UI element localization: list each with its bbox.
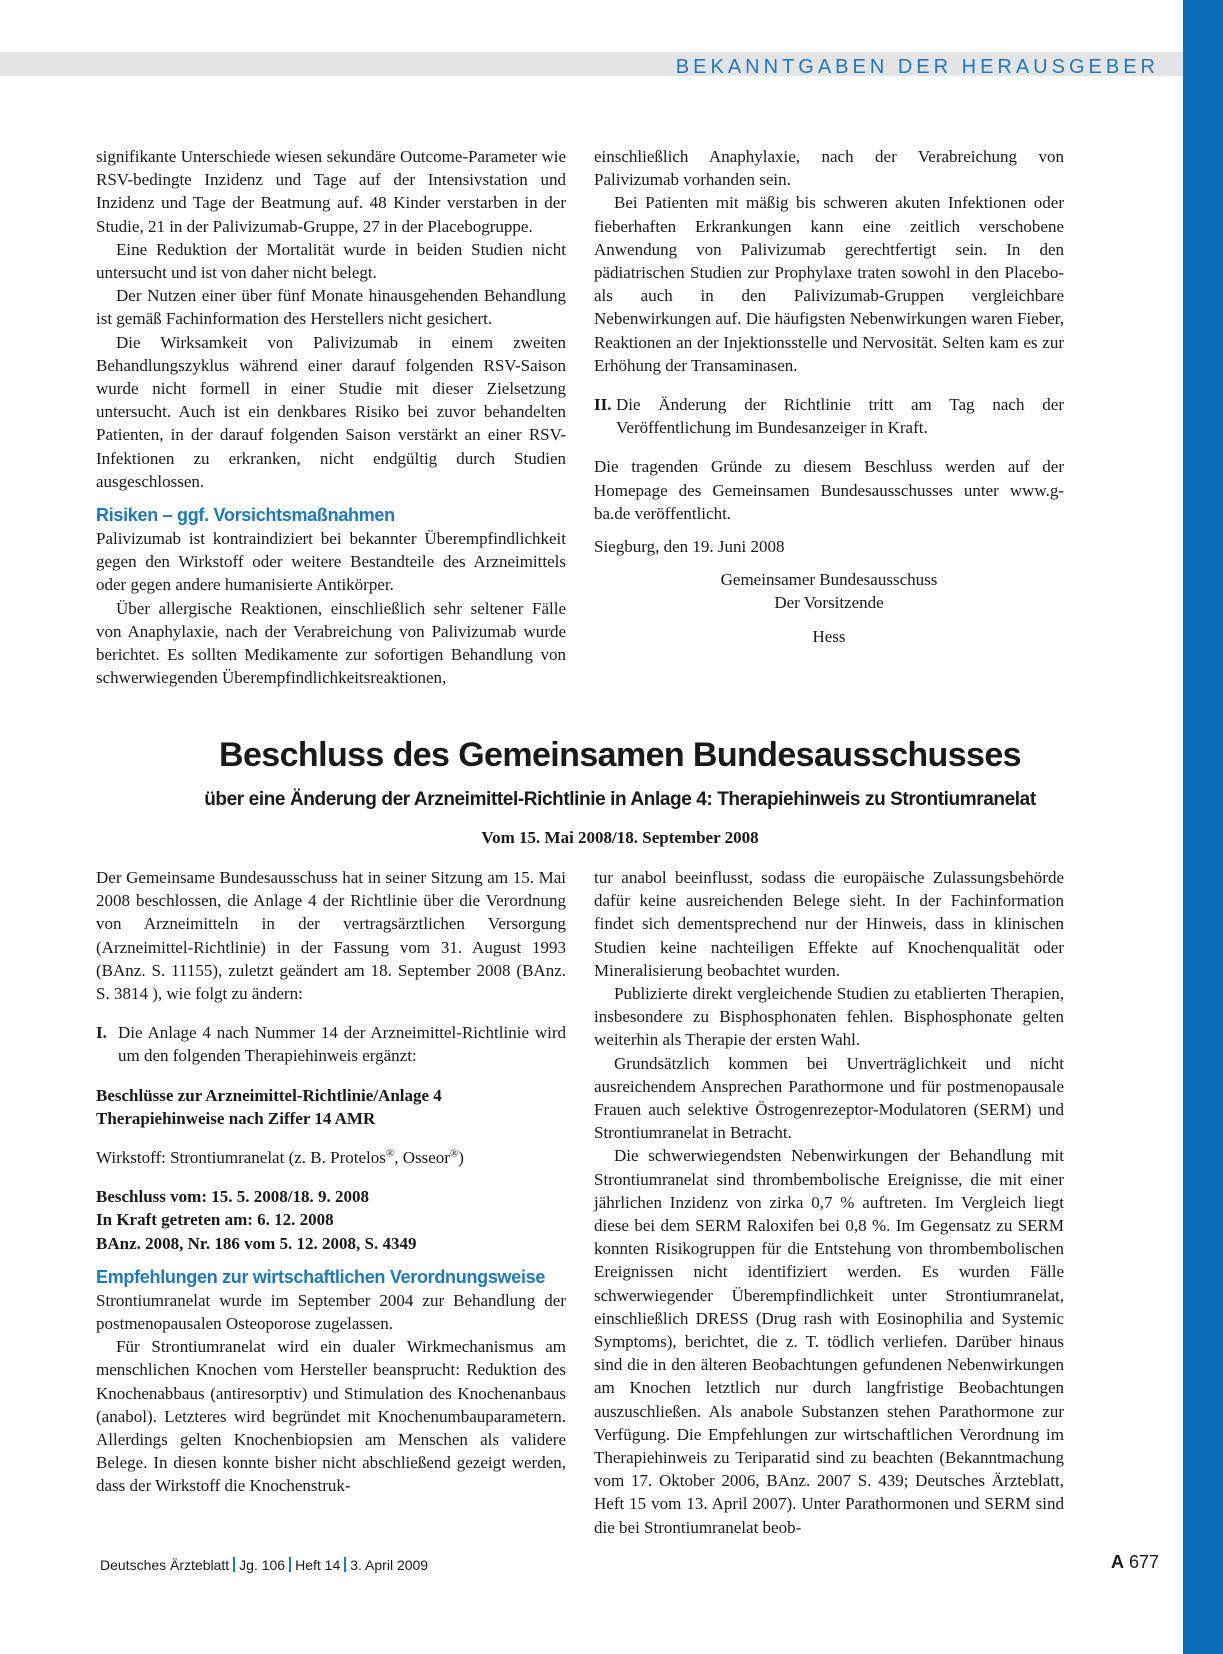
paragraph: Für Strontiumranelat wird ein dualer Wirkmechanismus am menschlichen Knochen vom Hersteller beansprucht: Reduktion des Knochenabbaus (antiresorptiv) und Stimulation des Knochenanbaus (anabol). Letzteres wird begründet mit Knochenumbauparametern. Allerdings gelten Knochenbiopsien am Menschen als validere Belege. In diesen konnte bisher nicht abschließend gezeigt werden, dass der Wirkstoff die Knochenstruk- bbox=[96, 1337, 566, 1496]
registered-mark: ® bbox=[385, 1147, 395, 1160]
paragraph: Die schwerwiegendsten Nebenwirkungen der Behandlung mit Strontiumranelat sind thrombembolische Ereignisse, die mit einer jährlichen Inzidenz von zirka 0,7 % auftreten. Im Vergleich liegt diese bei dem SERM Raloxifen bei 0,8 %. Im Gegensatz zu SERM konnten Risikogruppen für die Entstehung von thrombembolischen Ereignissen nicht identifiziert werden. Es wurden Fälle schwerwiegender Überempfindlichkeit unter Strontiumranelat, einschließlich DRESS (Drug rash with Eosinophilia and Systemic Symptoms), berichtet, die z. T. tödlich verliefen. Darüber hinaus sind die in den älteren Beobachtungen gefundenen Nebenwirkungen am Knochen letztlich nur durch langfristige Beobachtungen auszuschließen. Als anabole Substanzen stehen Parathormone zur Verfügung. Die Empfehlungen zur wirtschaftlichen Verordnung im Therapiehinweis zu Teriparatid sind zu beachten (Bekanntmachung vom 17. Oktober 2006, BAnz. 2007 S. 439; Deutsches Ärzteblatt, Heft 15 vom 13. April 2007). Unter Parathormonen und SERM sind die bei Strontiumranelat beob- bbox=[594, 1146, 1064, 1537]
article-title: Beschluss des Gemeinsamen Bundesausschusses bbox=[219, 736, 1021, 774]
journal-volume: Jg. 106 bbox=[239, 1557, 286, 1573]
substance-mid: , Osseor bbox=[394, 1148, 450, 1168]
page-prefix: A bbox=[1110, 1552, 1124, 1572]
paragraph: Eine Reduktion der Mortalität wurde in beiden Studien nicht untersucht und ist von daher nicht belegt. bbox=[96, 239, 566, 283]
signature-name: Hess bbox=[812, 626, 846, 646]
footer-citation bbox=[100, 1557, 428, 1573]
journal-issue: Heft 14 bbox=[295, 1557, 341, 1573]
page-number bbox=[1111, 1552, 1159, 1573]
side-color-bar bbox=[1183, 0, 1223, 1654]
footer-separator bbox=[233, 1557, 235, 1572]
recommendation-heading: Empfehlungen zur wirtschaftlichen Verordnungsweise bbox=[96, 1266, 546, 1287]
bottom-left-column bbox=[96, 866, 566, 1498]
substance-line bbox=[96, 1146, 566, 1169]
effective-date: In Kraft getreten am: 6. 12. 2008 bbox=[96, 1210, 334, 1230]
article-subtitle: über eine Änderung der Arzneimittel-Richtlinie in Anlage 4: Therapiehinweis zu Strontiumranelat bbox=[204, 789, 1036, 810]
top-left-column bbox=[96, 145, 566, 689]
bottom-right-column bbox=[594, 866, 1064, 1539]
paragraph: Publizierte direkt vergleichende Studien zu etablierten Therapien, insbesondere zu Bisphosphonaten fehlen. Bisphosphonate gelten weiterhin als Therapie der ersten Wahl. bbox=[594, 984, 1064, 1050]
bold-line: Therapiehinweise nach Ziffer 14 AMR bbox=[96, 1108, 376, 1128]
paragraph: Strontiumranelat wurde im September 2004 zur Behandlung der postmenopausalen Osteoporose zugelassen. bbox=[96, 1290, 566, 1334]
page-number-value: 677 bbox=[1128, 1552, 1159, 1572]
item-i bbox=[96, 1021, 566, 1067]
decision-date: Beschluss vom: 15. 5. 2008/18. 9. 2008 bbox=[96, 1187, 369, 1207]
journal-name: Deutsches Ärzteblatt bbox=[100, 1557, 230, 1573]
article-date: Vom 15. Mai 2008/18. September 2008 bbox=[481, 828, 759, 847]
paragraph: signifikante Unterschiede wiesen sekundäre Outcome-Parameter wie RSV-bedingte Inzidenz und Tage auf der Intensivstation und Inzidenz und Tage der Beatmung auf. 48 Kinder verstarben in der Studie, 21 in der Palivizumab-Gruppe, 27 in der Placebogruppe. bbox=[96, 147, 566, 236]
place-date: Siegburg, den 19. Juni 2008 bbox=[594, 537, 785, 557]
item-number: I. bbox=[96, 1023, 107, 1043]
substance-prefix: Wirkstoff: Strontiumranelat (z. B. Protelos bbox=[96, 1148, 386, 1168]
footer-separator bbox=[344, 1557, 346, 1572]
risk-heading: Risiken – ggf. Vorsichtsmaßnahmen bbox=[96, 505, 395, 526]
item-text: Die Anlage 4 nach Nummer 14 der Arzneimittel-Richtlinie wird um den folgenden Therapiehinweis ergänzt: bbox=[118, 1023, 566, 1066]
item-ii bbox=[594, 393, 1064, 439]
grounds-paragraph: Die tragenden Gründe zu diesem Beschluss werden auf der Homepage des Gemeinsamen Bundesausschusses unter www.g-ba.de veröffentlicht. bbox=[594, 457, 1064, 523]
section-title: BEKANNTGABEN DER HERAUSGEBER bbox=[675, 56, 1159, 78]
paragraph: Palivizumab ist kontraindiziert bei bekannter Überempfindlichkeit gegen den Wirkstoff oder weitere Bestandteile des Arzneimittels oder gegen andere humanisierte Antikörper. bbox=[96, 529, 566, 595]
banz-reference: BAnz. 2008, Nr. 186 vom 5. 12. 2008, S. 4349 bbox=[96, 1233, 417, 1253]
paragraph: Über allergische Reaktionen, einschließlich sehr seltener Fälle von Anaphylaxie, nach der Verabreichung von Palivizumab wurde berichtet. Es sollten Medikamente zur sofortigen Behandlung von schwerwiegenden Überempfindlichkeitsreaktionen, bbox=[96, 598, 566, 688]
paragraph: Bei Patienten mit mäßig bis schweren akuten Infektionen oder fieberhaften Erkrankungen kann eine zeitlich verschobene Anwendung von Palivizumab gerechtfertigt sein. In den pädiatrischen Studien zur Prophylaxe traten sowohl in den Placebo- als auch in den Palivizumab-Gruppen vergleichbare Nebenwirkungen auf. Die häufigsten Nebenwirkungen waren Fieber, Reaktionen an der Injektionsstelle und Nervosität. Selten kam es zur Erhöhung der Transaminasen. bbox=[594, 193, 1064, 375]
paragraph: Der Nutzen einer über fünf Monate hinausgehenden Behandlung ist gemäß Fachinformation des Herstellers nicht gesichert. bbox=[96, 286, 566, 329]
intro-paragraph: Der Gemeinsame Bundesausschuss hat in seiner Sitzung am 15. Mai 2008 beschlossen, die Anlage 4 der Richtlinie über die Verordnung von Arzneimitteln in der vertragsärztlichen Versorgung (Arzneimittel-Richtlinie) in der Fassung vom 31. August 1993 (BAnz. S. 11155), zuletzt geändert am 18. September 2008 (BAnz. S. 3814 ), wie folgt zu ändern: bbox=[96, 868, 566, 1004]
registered-mark: ® bbox=[449, 1147, 459, 1160]
substance-suffix: ) bbox=[458, 1148, 464, 1168]
paragraph: Die Wirksamkeit von Palivizumab in einem zweiten Behandlungszyklus während einer darauf folgenden RSV-Saison wurde nicht formell in einer Studie mit dieser Zielsetzung untersucht. Auch ist ein denkbares Risiko bei zuvor behandelten Patienten, in der darauf folgenden Saison verstärkt an einer RSV-Infektionen zu erkranken, nicht endgültig durch Studien ausgeschlossen. bbox=[96, 332, 566, 491]
paragraph: Grundsätzlich kommen bei Unverträglichkeit und nicht ausreichendem Ansprechen Parathormone und für postmenopausale Frauen auch selektive Östrogenrezeptor-Modulatoren (SERM) und Strontiumranelat in Betracht. bbox=[594, 1053, 1064, 1143]
item-number: II. bbox=[594, 395, 612, 415]
top-right-column bbox=[594, 145, 1064, 648]
bold-line: Beschlüsse zur Arzneimittel-Richtlinie/Anlage 4 bbox=[96, 1085, 442, 1105]
item-text: Die Änderung der Richtlinie tritt am Tag nach der Veröffentlichung im Bundesanzeiger in Kraft. bbox=[616, 395, 1064, 438]
journal-date: 3. April 2009 bbox=[350, 1557, 429, 1573]
signature-role: Der Vorsitzende bbox=[774, 593, 884, 613]
signature-org: Gemeinsamer Bundesausschuss bbox=[720, 570, 938, 590]
paragraph: tur anabol beeinflusst, sodass die europäische Zulassungsbehörde dafür keine ausreichenden Belege sieht. In der Fachinformation findet sich dementsprechend nur der Hinweis, dass in klinischen Studien keine nachteiligen Effekte auf Knochenqualität oder Mineralisierung beobachtet wurden. bbox=[594, 868, 1064, 980]
paragraph: einschließlich Anaphylaxie, nach der Verabreichung von Palivizumab vorhanden sein. bbox=[594, 147, 1064, 190]
footer-separator bbox=[289, 1557, 291, 1572]
